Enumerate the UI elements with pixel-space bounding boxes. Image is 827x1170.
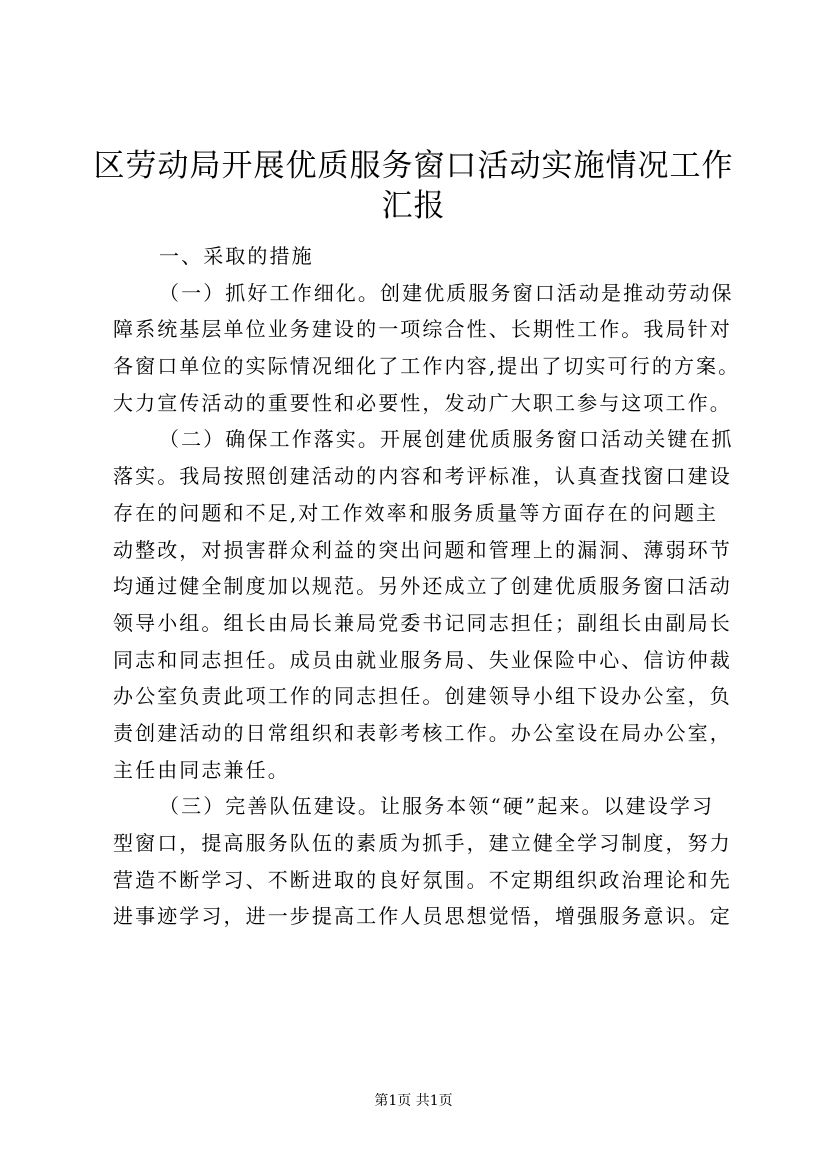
paragraph-line: （三）完善队伍建设。让服务本领“硬”起来。以建设学习 <box>159 794 715 819</box>
paragraph-line: 各窗口单位的实际情况细化了工作内容,提出了切实可行的方案。 <box>113 354 741 379</box>
paragraph-line: 均通过健全制度加以规范。另外还成立了创建优质服务窗口活动 <box>113 574 732 599</box>
paragraph-line: 主任由同志兼任。 <box>113 757 290 782</box>
paragraph-line: 营造不断学习、不断进取的良好氛围。不定期组织政治理论和先 <box>113 867 732 892</box>
paragraph-line: 大力宣传活动的重要性和必要性，发动广大职工参与这项工作。 <box>113 390 732 415</box>
paragraph-line: 存在的问题和不足,对工作效率和服务质量等方面存在的问题主 <box>113 500 719 525</box>
paragraph-line: 动整改，对损害群众利益的突出问题和管理上的漏洞、薄弱环节 <box>113 537 732 562</box>
title-line-2: 汇报 <box>381 188 446 224</box>
paragraph-line: 型窗口，提高服务队伍的素质为抓手，建立健全学习制度，努力 <box>113 831 732 855</box>
paragraph-line: 进事迹学习，进一步提高工作人员思想觉悟，增强服务意识。定 <box>113 904 732 929</box>
section-heading: 一、采取的措施 <box>159 244 314 268</box>
document-title <box>0 146 827 226</box>
title-line-1: 区劳动局开展优质服务窗口活动实施情况工作 <box>93 148 734 184</box>
paragraph-line: 障系统基层单位业务建设的一项综合性、长期性工作。我局针对 <box>113 317 732 342</box>
document-body <box>113 238 743 935</box>
paragraph-line: 同志和同志担任。成员由就业服务局、失业保险中心、信访仲裁 <box>113 647 732 672</box>
paragraph-line: （一）抓好工作细化。创建优质服务窗口活动是推动劳动保 <box>159 280 734 305</box>
paragraph-line: 责创建活动的日常组织和表彰考核工作。办公室设在局办公室， <box>113 720 732 745</box>
paragraph-line: 领导小组。组长由局长兼局党委书记同志担任；副组长由副局长 <box>113 610 732 635</box>
paragraph-line: 办公室负责此项工作的同志担任。创建领导小组下设办公室，负 <box>113 684 732 709</box>
page-number-footer: 第1页 共1页 <box>374 1093 453 1109</box>
paragraph-line: 落实。我局按照创建活动的内容和考评标准，认真查找窗口建设 <box>113 464 732 489</box>
paragraph-line: （二）确保工作落实。开展创建优质服务窗口活动关键在抓 <box>159 427 734 452</box>
